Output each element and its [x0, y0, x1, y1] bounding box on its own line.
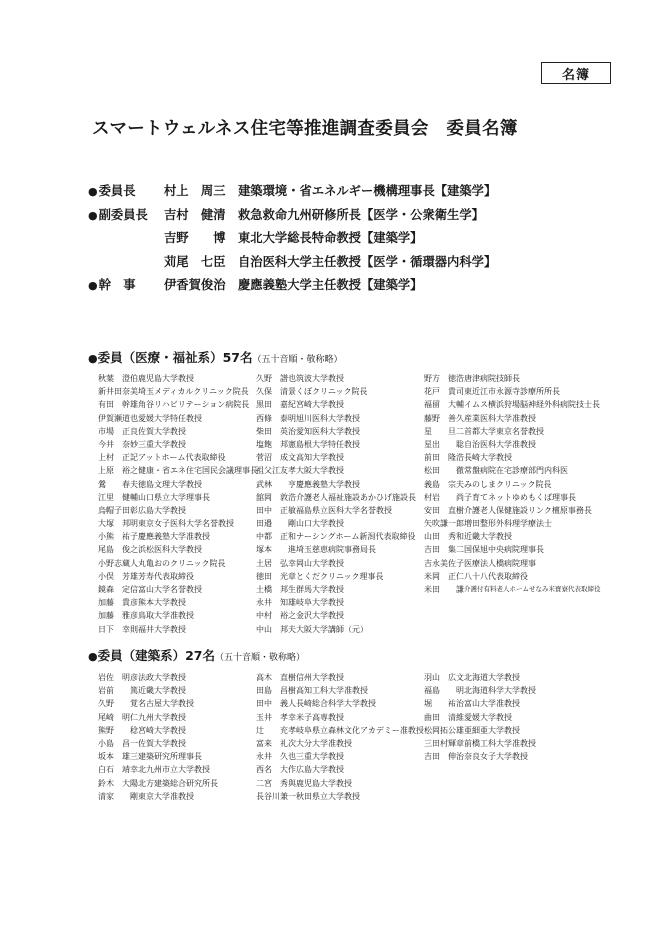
member-name: 二宮 秀與 [256, 778, 296, 788]
member-name: 坂本 雄三 [98, 752, 138, 762]
member-name: 小島 昌一 [98, 738, 138, 748]
member-affiliation: 北海道科学大学教授 [464, 686, 536, 696]
member-affiliation: 佐賀大学教授 [138, 738, 186, 748]
officer-role: ●幹 事 [88, 278, 136, 292]
member-affiliation: 健康・省エネ住宅国民会議理事長 [138, 466, 258, 476]
member-affiliation: 東近江市永源寺診療所所長 [464, 387, 560, 397]
member-affiliation: 佐賀大学教授 [138, 426, 186, 436]
member-name: 日下 幸則 [98, 624, 138, 634]
member-affiliation: 八十八代表取締役 [464, 571, 528, 581]
member-affiliation: とくだクリニック理事長 [296, 571, 384, 581]
member-affiliation: 芳寿代表取締役 [138, 571, 194, 581]
member-affiliation: 徳島文理大学教授 [138, 479, 202, 489]
member-affiliation: 富山大学准教授 [464, 699, 520, 709]
member-affiliation: 北九州市立大学教授 [138, 765, 210, 775]
member-affiliation: 島根大学特任教授 [296, 439, 360, 449]
member-affiliation: 高知工科大学准教授 [296, 686, 368, 696]
bullet-icon: ● [88, 185, 98, 198]
member-name: 安田 直樹 [424, 505, 464, 515]
member-affiliation: 子育てネットゆめもくば理事長 [464, 492, 576, 502]
member-affiliation: 産業医科大学准教授 [464, 413, 536, 423]
member-name: 清家 剛 [98, 791, 138, 801]
member-name: 吉永美佐子 [424, 558, 464, 568]
member-name: 田中 義人 [256, 699, 296, 709]
member-name: 藤野 善久 [424, 413, 464, 423]
member-affiliation: 大阪大学講師（元） [296, 624, 368, 634]
member-affiliation: 大阪大学教授 [296, 466, 344, 476]
member-name: 西名 大作 [256, 765, 296, 775]
member-name: 柴田 英治 [256, 426, 296, 436]
member-name: 舘岡 敦浩 [256, 492, 296, 502]
member-affiliation: 山口大学教授 [296, 519, 344, 529]
member-affiliation: 岐阜大学教授 [296, 598, 344, 608]
officer-affiliation: 自治医科大学主任教授【医学・循環器内科学】 [238, 254, 497, 269]
member-affiliation: 愛知医科大学教授 [296, 426, 360, 436]
officer-name: 苅尾 七臣 [164, 254, 226, 269]
member-name: 黒田 嘉紀 [256, 400, 296, 410]
member-affiliation: 旭川医科大学教授 [296, 413, 360, 423]
member-affiliation: 愛媛大学特任教授 [138, 413, 202, 423]
member-name: 尾島 俊之 [98, 545, 138, 555]
member-name: 上村 正記 [98, 453, 138, 463]
member-affiliation: 北海道大学教授 [464, 673, 520, 682]
member-name: 市場 正良 [98, 426, 138, 436]
member-affiliation: 前橋工科大学准教授 [464, 738, 536, 748]
member-affiliation: アットホーム代表取締役 [138, 453, 226, 463]
member-affiliation: 自治医科大学准教授 [464, 439, 536, 449]
member-affiliation: 埼玉慈恵病院事務局長 [296, 545, 376, 555]
member-affiliation: 岐阜県立森林文化アカデミー准教授 [296, 725, 424, 735]
member-name: 三田村輝章 [424, 738, 464, 748]
member-affiliation: 金沢大学教授 [296, 611, 344, 621]
member-name: 松田 徹 [424, 466, 464, 476]
member-name: 鶯 春夫 [98, 479, 138, 489]
member-name: 上原 裕之 [98, 466, 138, 476]
member-name: 鈴木 大陽 [98, 778, 138, 788]
member-affiliation: 三重大学教授 [138, 439, 186, 449]
member-affiliation: 介護老人保健施設リンク檀原事務長 [464, 505, 592, 515]
officer-name: 伊香賀俊治 [164, 278, 226, 292]
member-name: 土橋 邦生 [256, 585, 296, 594]
member-affiliation: 介護付有料老人ホームせなみ米寶寮代表取締役 [464, 585, 601, 593]
officer-affiliation: 慶應義塾大学主任教授【建築学】 [238, 278, 423, 292]
member-affiliation: 高知大学教授 [296, 453, 344, 463]
member-affiliation: 愛媛大学教授 [464, 712, 512, 722]
member-affiliation: 信州大学教授 [296, 673, 344, 682]
member-name: 長谷川兼一 [256, 791, 296, 801]
member-affiliation: 首都大学東京名誉教授 [464, 426, 544, 436]
member-name: 花戸 貴司 [424, 387, 464, 397]
member-affiliation: ナーシングホーム新潟代表取締役 [296, 532, 416, 542]
member-affiliation: 亜細亜大学教授 [464, 725, 520, 735]
member-name: 永井 知雄 [256, 598, 296, 608]
member-affiliation: 三重大学教授 [296, 752, 344, 762]
member-name: 村岩 尚 [424, 492, 464, 502]
member-affiliation: 米子高専教授 [296, 712, 344, 722]
member-name: 尾崎 明仁 [98, 712, 138, 722]
member-affiliation: 建築研究所理事長 [138, 752, 202, 762]
member-name: 星出 聡 [424, 439, 464, 449]
member-name: 中山 邦夫 [256, 624, 296, 634]
member-name: 菅沼 成文 [256, 453, 296, 463]
member-name: 田邉 剛 [256, 519, 296, 529]
member-name: 義島 宗夫 [424, 479, 464, 489]
member-name: 久野 覚 [98, 699, 138, 709]
member-affiliation: 慶應義塾大学教授 [296, 479, 360, 489]
member-affiliation: 富山大学名誉教授 [138, 585, 202, 594]
member-name: 白石 靖幸 [98, 765, 138, 775]
member-name: 米田 謙 [424, 585, 464, 594]
member-affiliation: 熊本大学教授 [138, 598, 186, 608]
member-name: 烏帽子田彰 [98, 505, 138, 515]
member-affiliation: 群馬大学教授 [296, 585, 344, 594]
member-name: 秋葉 澄伯 [98, 374, 138, 383]
architecture-section-heading: ●委員（建築系）27名（五十音順・敬称略） [88, 648, 306, 663]
member-name: 松岡拓公雄 [424, 725, 464, 735]
member-name: 田島 昌樹 [256, 686, 296, 696]
member-affiliation: 東京大学准教授 [138, 791, 194, 801]
member-name: 鏡森 定信 [98, 585, 138, 594]
member-affiliation: 奈良女子大学教授 [464, 752, 528, 762]
member-affiliation: 北方建築総合研究所長 [138, 778, 218, 788]
member-affiliation: 角谷リハビリテーション病院長 [138, 400, 250, 410]
member-affiliation: くぼクリニック院長 [296, 387, 368, 397]
member-affiliation: 唐津病院技師長 [464, 374, 520, 383]
member-affiliation: 岡山大学教授 [296, 558, 344, 568]
member-affiliation: イムス横浜狩場脳神経外科病院技士長 [464, 400, 600, 410]
member-name: 野方 徳浩 [424, 374, 464, 383]
member-affiliation: みのしまクリニック院長 [464, 479, 552, 489]
member-name: 加藤 貴彦 [98, 598, 138, 608]
member-affiliation: 増田整形外科理学療法士 [464, 519, 552, 529]
sort-note: （五十音順・敬称略） [252, 355, 343, 365]
member-affiliation: 宮崎大学教授 [138, 725, 186, 735]
member-name: 小俣 芳雄 [98, 571, 138, 581]
member-name: 塩飽 邦憲 [256, 439, 296, 449]
member-affiliation: 福島県立医科大学名誉教授 [296, 505, 392, 515]
officer-role: ●委員長 [88, 184, 136, 198]
officer-name: 村上 周三 [164, 184, 226, 198]
member-affiliation: 大分大学准教授 [296, 738, 352, 748]
member-name: 辻 充孝 [256, 725, 296, 735]
bullet-icon: ● [88, 208, 98, 222]
member-name: 星 旦二 [424, 426, 464, 436]
member-affiliation: 法政大学教授 [138, 673, 186, 682]
member-affiliation: 近畿大学教授 [464, 532, 512, 542]
member-name: 土居 弘幸 [256, 558, 296, 568]
member-name: 玉井 孝幸 [256, 712, 296, 722]
member-name: 福留 大輔 [424, 400, 464, 410]
member-name: 吉田 集二 [424, 545, 464, 555]
member-affiliation: 九州大学教授 [138, 712, 186, 722]
member-affiliation: 埼玉メディカルクリニック院長 [138, 387, 249, 397]
bullet-icon: ● [88, 650, 98, 663]
member-name: 富来 礼次 [256, 738, 296, 748]
member-affiliation: 長崎大学教授 [464, 453, 512, 463]
member-affiliation: 慶應義塾大学准教授 [138, 532, 210, 542]
member-name: 前田 隆浩 [424, 453, 464, 463]
officer-affiliation: 東北大学総長特命教授【建築学】 [238, 231, 423, 245]
member-name: 徳田 光章 [256, 571, 296, 581]
member-name: 西條 泰明 [256, 413, 296, 423]
member-name: 今井 奈妙 [98, 439, 138, 449]
member-affiliation: 国保旭中央病院理事長 [464, 545, 544, 555]
member-affiliation: 秋田県立大学教授 [296, 791, 360, 801]
member-name: 山田 秀和 [424, 532, 464, 542]
member-affiliation: 福井大学教授 [138, 624, 186, 634]
officer-role: ●副委員長 [88, 207, 148, 222]
member-name: 中都 正和 [256, 532, 296, 542]
member-affiliation: 常盤病院在宅診療部門内科医 [464, 466, 568, 476]
member-affiliation: 丸亀おのクリニック院長 [138, 558, 226, 568]
member-name: 武林 亨 [256, 479, 296, 489]
member-name: 新井田奈美 [98, 387, 138, 397]
bullet-icon: ● [88, 352, 98, 365]
member-name: 高木 直樹 [256, 673, 296, 682]
member-name: 江里 健輔 [98, 492, 138, 502]
member-affiliation: 東京女子医科大学名誉教授 [138, 519, 234, 529]
member-name: 久保 清景 [256, 387, 296, 397]
member-name: 小野志蔵人 [98, 558, 138, 568]
officer-name: 吉野 博 [164, 231, 226, 245]
member-name: 中村 裕之 [256, 611, 296, 621]
member-affiliation: 浜松医科大学教授 [138, 545, 202, 555]
officer-affiliation: 救急救命九州研修所長【医学・公衆衛生学】 [238, 207, 484, 222]
member-affiliation: 鹿児島大学教授 [296, 778, 352, 788]
member-name: 塚本 進 [256, 545, 296, 555]
member-affiliation: 介護老人福祉施設あかひげ施設長 [296, 492, 416, 502]
sort-note: （五十音順・敬称略） [215, 653, 306, 663]
member-affiliation: 筑波大学教授 [296, 374, 344, 383]
member-name: 米岡 正仁 [424, 571, 464, 581]
member-affiliation: 広島大学教授 [138, 505, 186, 515]
officer-affiliation: 建築環境・省エネルギー機構理事長【建築学】 [238, 184, 497, 198]
member-affiliation: 山口県立大学理事長 [138, 492, 210, 502]
member-name: 矢吹謙一郎 [424, 519, 464, 529]
member-name: 祖父江友孝 [256, 466, 296, 476]
member-affiliation: 名古屋大学教授 [138, 699, 194, 709]
member-affiliation: 宮崎大学教授 [296, 400, 344, 410]
member-name: 小熊 祐子 [98, 532, 138, 542]
member-affiliation: 鹿児島大学教授 [138, 374, 194, 383]
member-name: 羽山 広文 [424, 673, 464, 682]
member-name: 熊野 稔 [98, 725, 138, 735]
member-name: 伊賀瀬道也 [98, 413, 138, 423]
bullet-icon: ● [88, 279, 98, 292]
member-affiliation: 長崎総合科学大学教授 [296, 699, 376, 709]
member-affiliation: 広島大学教授 [296, 765, 344, 775]
member-name: 加藤 雅彦 [98, 611, 138, 621]
member-name: 福島 明 [424, 686, 464, 696]
medical-section-heading: ●委員（医療・福祉系）57名（五十音順・敬称略） [88, 350, 343, 365]
member-affiliation: 医療法人橋病院理事 [464, 558, 536, 568]
member-name: 有田 幹雄 [98, 400, 138, 410]
member-name: 久野 譜也 [256, 374, 296, 383]
member-affiliation: 鳥取大学准教授 [138, 611, 194, 621]
member-name: 吉田 伸治 [424, 752, 464, 762]
member-name: 曲田 清維 [424, 712, 464, 722]
member-affiliation: 近畿大学教授 [138, 686, 186, 696]
member-name: 大塚 邦明 [98, 519, 138, 529]
member-name: 岩佐 明彦 [98, 673, 138, 682]
member-name: 永井 久也 [256, 752, 296, 762]
document-type-badge: 名簿 [541, 62, 611, 84]
officer-name: 吉村 健清 [164, 207, 226, 222]
member-name: 岩前 篤 [98, 686, 138, 696]
member-name: 堀 祐治 [424, 699, 464, 709]
member-name: 田中 正敏 [256, 505, 296, 515]
page-title: スマートウェルネス住宅等推進調査委員会 委員名簿 [92, 119, 518, 139]
